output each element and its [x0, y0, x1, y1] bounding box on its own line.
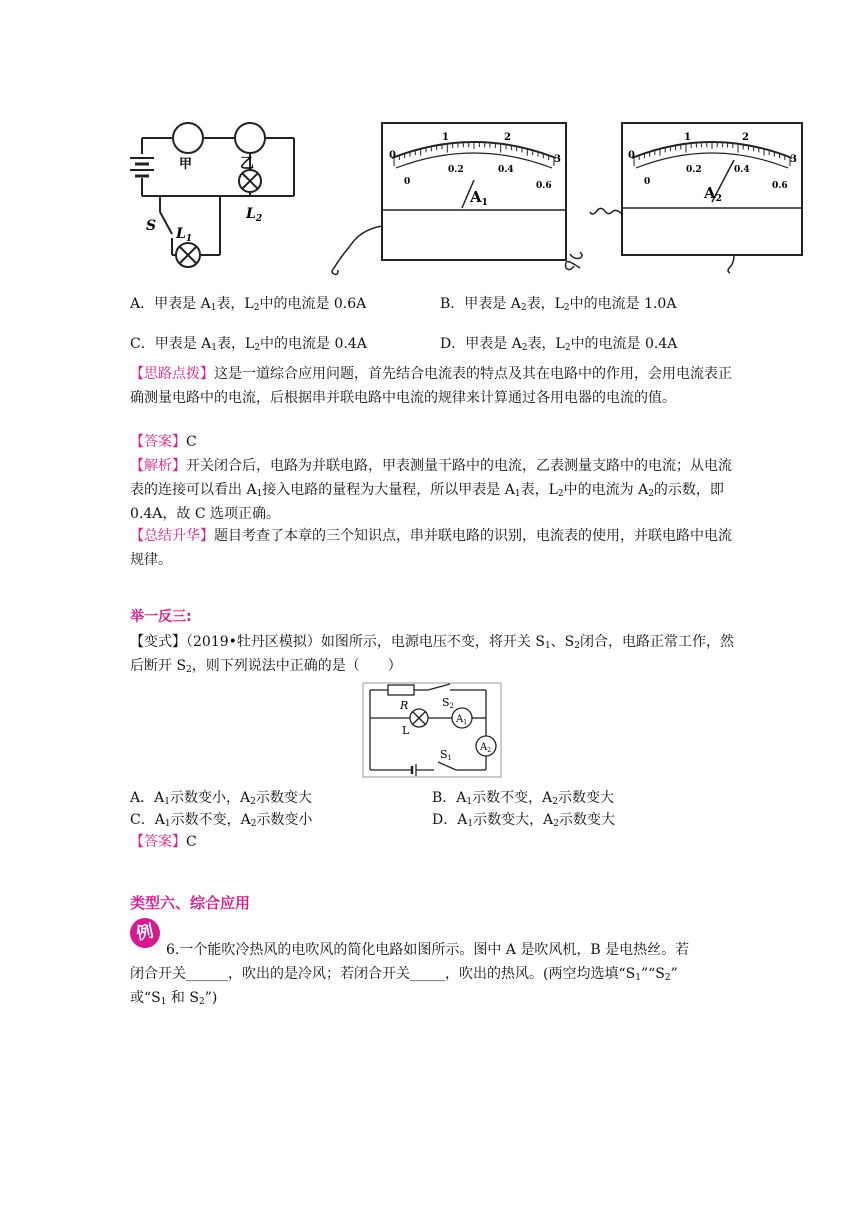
svg-text:A1: $A_1$ [470, 188, 488, 208]
svg-text:A2: $A_2$ [480, 742, 492, 754]
q6-line3: 或“$S_1$ 和 $S_2$”) [130, 990, 218, 1007]
label-yi: 乙 [240, 156, 254, 172]
q5-option-b[interactable]: B．甲表是 $A_2$表，$L_2$中的电流是 1.0A [440, 296, 677, 313]
ammeter-a2 [588, 118, 810, 278]
svg-text:S2: S2 [442, 696, 455, 710]
q5-answer: 【答案】C [130, 434, 197, 450]
variant-option-d[interactable]: D．$A_1$示数变大，$A_2$示数变大 [432, 812, 615, 829]
q5-summary: 【总结升华】题目考查了本章的三个知识点，串并联电路的识别，电流表的使用，并联电路中电流规律。 [130, 528, 732, 568]
circuit-diagram-1 [128, 118, 308, 278]
q5-hint [130, 362, 742, 410]
svg-text:3: 3 [790, 154, 797, 165]
svg-text:0.6: 0.6 [536, 181, 552, 191]
hint-label: 【思路点拨】 [130, 366, 214, 382]
svg-text:1: 1 [442, 132, 449, 143]
variant-option-b[interactable]: B．$A_1$示数不变，$A_2$示数变大 [432, 790, 615, 807]
q5-option-d[interactable]: D．甲表是 $A_2$表，$L_2$中的电流是 0.4A [440, 336, 678, 353]
example-badge-icon: 例 [127, 915, 163, 951]
svg-text:0.6: 0.6 [772, 181, 788, 191]
svg-text:R: R [400, 699, 409, 712]
q5-option-c[interactable]: C．甲表是 $A_1$表，$L_2$中的电流是 0.4A [130, 336, 367, 353]
circuit-diagram-2 [362, 682, 502, 778]
svg-text:2: 2 [504, 132, 511, 143]
lamp-l1-icon [176, 243, 200, 267]
q6-line2: 闭合开关______，吹出的是冷风；若闭合开关_____，吹出的热风。(两空均选填“$S_1”“S_2$” [130, 966, 678, 983]
meter-yi [235, 123, 265, 153]
svg-text:1: 1 [684, 132, 691, 143]
label-switch: S [146, 218, 157, 234]
lamp-l2-icon [239, 170, 261, 192]
q6-line1: 6.一个能吹冷热风的电吹风的简化电路如图所示。图中 A 是吹风机，B 是电热丝。若 [166, 942, 690, 958]
label-l2: $L_2$ [246, 206, 263, 224]
lamp-l-icon [410, 709, 428, 727]
svg-text:0: 0 [389, 150, 396, 161]
label-jia: 甲 [179, 157, 193, 172]
q5-analysis: 【解析】开关闭合后，电路为并联电路，甲表测量干路中的电流，乙表测量支路中的电流；从电流表的连接可以看出 $A_1$接入电路的量程为大量程，所以甲表是 $A_1$表，$L_2$中的电流为 $A_2$的示数，即 0.4A，故 C 选项正确。 [130, 458, 732, 522]
variant-answer: 【答案】C [130, 834, 197, 850]
svg-text:S1: S1 [440, 748, 453, 762]
svg-text:2: 2 [742, 132, 749, 143]
ammeter-a1 [330, 118, 590, 278]
svg-text:L: L [402, 724, 410, 737]
label-l1: $L_1$ [176, 226, 193, 244]
variant-option-a[interactable]: A．$A_1$示数变小，$A_2$示数变大 [130, 790, 312, 807]
svg-text:0.2: 0.2 [448, 165, 464, 175]
svg-text:0: 0 [644, 177, 651, 187]
svg-text:0: 0 [628, 150, 635, 161]
q5-option-a[interactable]: A．甲表是 $A_1$表，$L_2$中的电流是 0.6A [130, 296, 367, 313]
variant-question: 【变式】（2019•牡丹区模拟）如图所示，电源电压不变，将开关 $S_1$、$S_2$闭合，电路正常工作，然后断开 $S_2$，则下列说法中正确的是（ ） [130, 634, 734, 675]
variant-heading: 举一反三: [130, 609, 192, 625]
svg-text:3: 3 [554, 154, 561, 165]
svg-text:0.4: 0.4 [734, 165, 750, 175]
svg-text:0: 0 [404, 177, 411, 187]
svg-text:0.4: 0.4 [498, 165, 514, 175]
svg-text:A1: $A_1$ [456, 714, 468, 726]
variant-option-c[interactable]: C．$A_1$示数不变，$A_2$示数变小 [130, 812, 313, 829]
meter-jia [173, 123, 203, 153]
section6-heading: 类型六、综合应用 [130, 894, 251, 912]
svg-text:0.2: 0.2 [686, 165, 702, 175]
svg-text:A2: $A_2$ [704, 184, 722, 204]
hint-text: 这是一道综合应用问题，首先结合电流表的特点及其在电路中的作用，会用电流表正确测量电路中的电流，后根据串并联电路中电流的规律来计算通过各用电器的电流的值。 [130, 366, 732, 406]
